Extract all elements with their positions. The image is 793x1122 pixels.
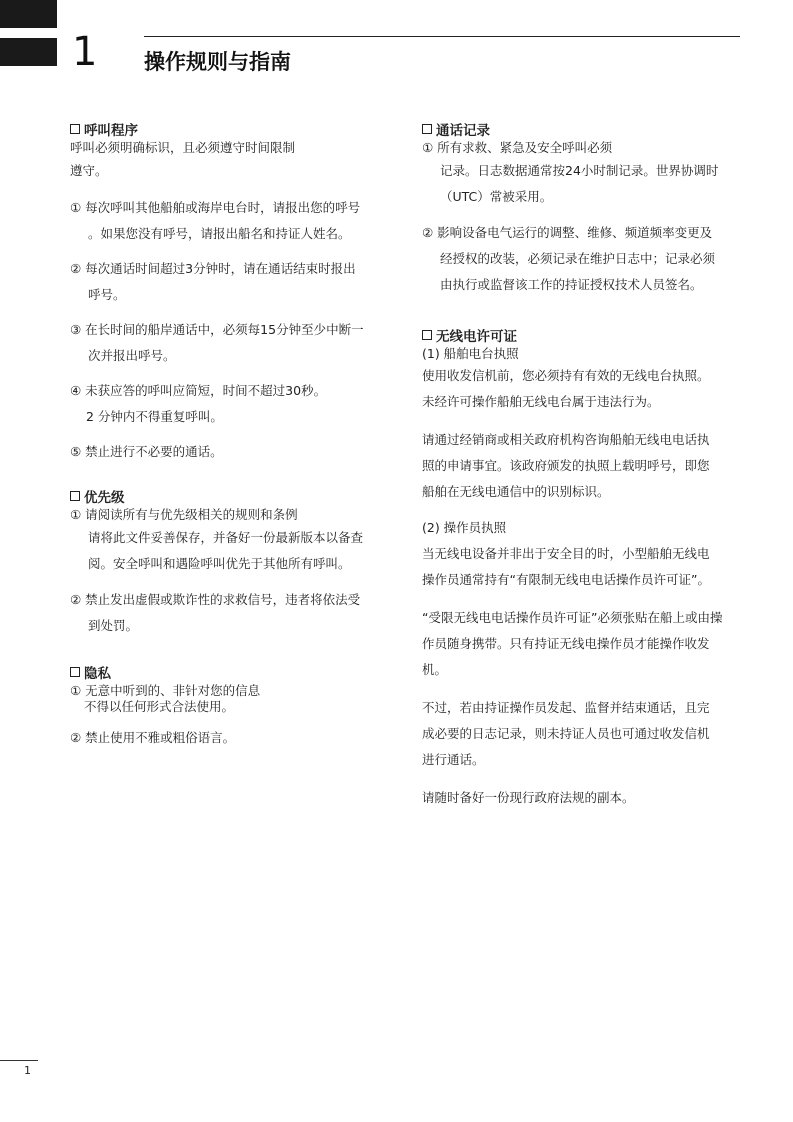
- paragraph-line: 机。: [422, 662, 448, 677]
- section-privacy: [70, 665, 400, 751]
- license-paragraph: [422, 541, 752, 593]
- paragraph-line: 未经许可操作船舶无线电台属于违法行为。: [422, 394, 660, 409]
- calling-item-4: [70, 378, 400, 430]
- calling-item-3: [70, 317, 400, 369]
- paragraph-line: 成必要的日志记录，则未持证人员也可通过收发信机: [422, 726, 710, 741]
- license-subtitle-station: (1) 船舶电台执照: [422, 346, 519, 361]
- privacy-item-2: ② 禁止使用不雅或粗俗语言。: [70, 730, 236, 745]
- checkbox-square-icon: [70, 124, 80, 134]
- item-line: 2 分钟内不得重复呼叫。: [86, 409, 223, 424]
- footer-rule: [0, 1060, 38, 1061]
- paragraph-line: “受限无线电电话操作员许可证”必须张贴在船上或由操: [422, 610, 723, 625]
- section-heading-priority: [70, 489, 400, 507]
- item-line: 经授权的改装，必须记录在维护日志中；记录必须: [440, 251, 716, 266]
- checkbox-square-icon: [422, 330, 432, 340]
- heading-text: 隐私: [84, 666, 111, 682]
- item-line: 到处罚。: [88, 618, 139, 633]
- item-line: ⑤ 禁止进行不必要的通话。: [70, 444, 223, 459]
- heading-text: 呼叫程序: [84, 123, 138, 139]
- checkbox-square-icon: [422, 124, 432, 134]
- privacy-item-1-line: 不得以任何形式合法使用。: [84, 699, 235, 714]
- section-heading-privacy: [70, 665, 400, 683]
- right-column: [422, 122, 752, 811]
- page-number: 1: [24, 1064, 31, 1077]
- calling-item-2: [70, 256, 400, 308]
- item-line: ② 影响设备电气运行的调整、维修、频道频率变更及: [422, 225, 713, 240]
- section-heading-license: [422, 328, 752, 346]
- item-line: 次并报出呼号。: [88, 348, 176, 363]
- chapter-tab-top: [0, 0, 57, 28]
- logging-item-1-line: 记录。日志数据通常按24小时制记录。世界协调时: [440, 163, 719, 178]
- section-priority: [70, 489, 400, 639]
- logging-item-1-line: ① 所有求救、紧急及安全呼叫必须: [422, 140, 613, 155]
- logging-item-1-line: （UTC）常被采用。: [440, 189, 553, 204]
- item-line: 呼号。: [88, 287, 126, 302]
- section-calling: [70, 122, 400, 465]
- paragraph-line: 船舶在无线电通信中的识别标识。: [422, 484, 610, 499]
- license-paragraph: [422, 363, 752, 415]
- priority-item-2: [70, 587, 400, 639]
- chapter-number: 1: [72, 29, 98, 75]
- paragraph-line: 操作员通常持有“有限制无线电电话操作员许可证”。: [422, 572, 710, 587]
- item-line: ① 每次呼叫其他船舶或海岸电台时，请报出您的呼号: [70, 200, 361, 215]
- paragraph-line: 不过，若由持证操作员发起、监督并结束通话，且完: [422, 700, 710, 715]
- calling-intro-line: 呼叫必须明确标识，且必须遵守时间限制: [70, 140, 296, 155]
- header-rule: [144, 36, 740, 37]
- calling-item-5: [70, 439, 400, 465]
- left-column: [70, 122, 400, 751]
- paragraph-line: 照的申请事宜。该政府颁发的执照上载明呼号，即您: [422, 458, 710, 473]
- calling-intro-line: 遵守。: [70, 163, 108, 178]
- heading-text: 通话记录: [436, 123, 490, 139]
- item-line: ② 禁止发出虚假或欺诈性的求救信号，违者将依法受: [70, 592, 361, 607]
- paragraph-line: 作员随身携带。只有持证无线电操作员才能操作收发: [422, 636, 710, 651]
- license-paragraph: [422, 695, 752, 773]
- section-logging: [422, 122, 752, 298]
- checkbox-square-icon: [70, 667, 80, 677]
- paragraph-line: 当无线电设备并非出于安全目的时，小型船舶无线电: [422, 546, 710, 561]
- paragraph-line: 请随时备好一份现行政府法规的副本。: [422, 790, 635, 805]
- license-paragraph: [422, 785, 752, 811]
- heading-text: 优先级: [84, 490, 125, 506]
- priority-item-1-line: ① 请阅读所有与优先级相关的规则和条例: [70, 507, 298, 522]
- chapter-title: 操作规则与指南: [144, 50, 291, 74]
- license-paragraph: [422, 605, 752, 683]
- logging-item-2: [422, 220, 752, 298]
- paragraph-line: 使用收发信机前，您必须持有有效的无线电台执照。: [422, 368, 710, 383]
- chapter-tab-bottom: [0, 38, 57, 66]
- item-line: ③ 在长时间的船岸通话中，必须每15分钟至少中断一: [70, 322, 364, 337]
- heading-text: 无线电许可证: [436, 329, 517, 345]
- item-line: 由执行或监督该工作的持证授权技术人员签名。: [440, 277, 703, 292]
- license-subtitle-operator: (2) 操作员执照: [422, 520, 507, 535]
- item-line: ④ 未获应答的呼叫应简短，时间不超过30秒。: [70, 383, 327, 398]
- paragraph-line: 进行通话。: [422, 752, 485, 767]
- priority-item-1-line: 阅。安全呼叫和遇险呼叫优先于其他所有呼叫。: [88, 556, 351, 571]
- section-heading-logging: [422, 122, 752, 140]
- priority-item-1-line: 请将此文件妥善保存，并备好一份最新版本以备查: [88, 530, 364, 545]
- section-heading-calling: [70, 122, 400, 140]
- checkbox-square-icon: [70, 491, 80, 501]
- privacy-item-1-line: ① 无意中听到的、非针对您的信息: [70, 683, 261, 698]
- section-license: [422, 328, 752, 811]
- item-line: 。如果您没有呼号，请报出船名和持证人姓名。: [88, 226, 351, 241]
- license-paragraph: [422, 427, 752, 505]
- paragraph-line: 请通过经销商或相关政府机构咨询船舶无线电电话执: [422, 432, 710, 447]
- item-line: ② 每次通话时间超过3分钟时，请在通话结束时报出: [70, 261, 356, 276]
- calling-item-1: [70, 195, 400, 247]
